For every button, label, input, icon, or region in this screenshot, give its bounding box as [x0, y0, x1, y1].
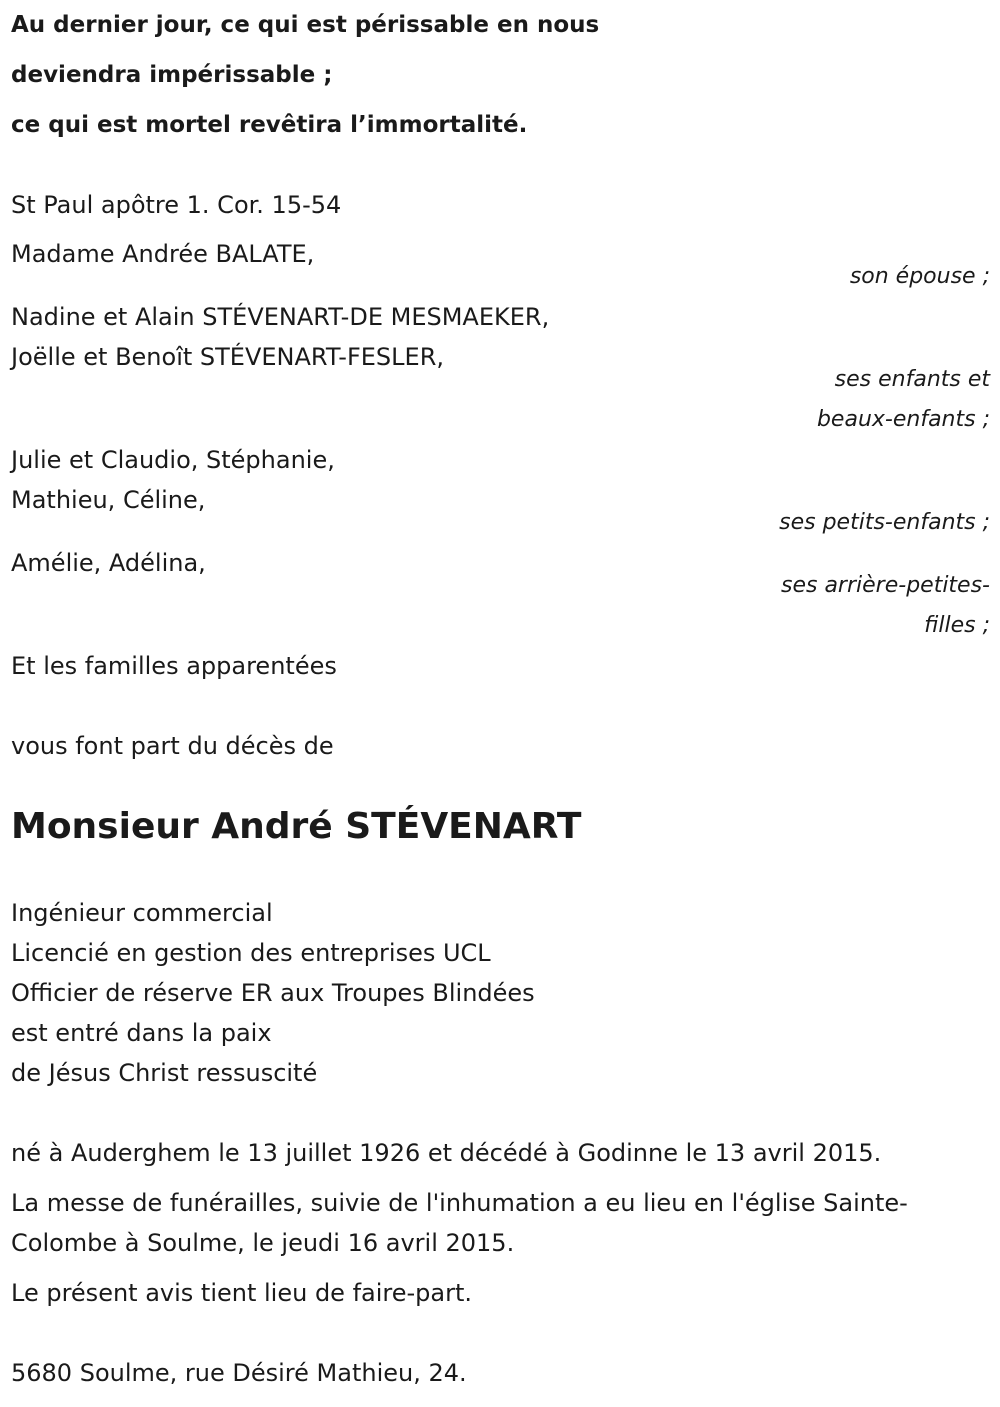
grandchildren-line-1: Julie et Claudio, Stéphanie, — [11, 446, 335, 474]
great-grandchildren-role-2: filles ; — [924, 613, 990, 638]
verse-line-3: ce qui est mortel revêtira l’immortalité. — [11, 112, 528, 138]
bio-line-1: Ingénieur commercial — [11, 899, 273, 927]
verse-source: St Paul apôtre 1. Cor. 15-54 — [11, 191, 342, 219]
address: 5680 Soulme, rue Désiré Mathieu, 24. — [11, 1359, 467, 1387]
verse-line-1: Au dernier jour, ce qui est périssable en nous — [11, 12, 600, 38]
bio-line-3: Officier de réserve ER aux Troupes Blindées — [11, 979, 535, 1007]
spouse-name: Madame Andrée BALATE, — [11, 240, 315, 268]
funeral-line-2: Colombe à Soulme, le jeudi 16 avril 2015. — [11, 1229, 515, 1257]
great-grandchildren: Amélie, Adélina, — [11, 549, 206, 577]
children-role-1: ses enfants et — [834, 367, 990, 392]
deceased-name: Monsieur André STÉVENART — [11, 806, 582, 847]
notice-statement: Le présent avis tient lieu de faire-part. — [11, 1279, 473, 1307]
bio-line-2: Licencié en gestion des entreprises UCL — [11, 939, 491, 967]
related-families: Et les familles apparentées — [11, 652, 337, 680]
spouse-role: son épouse ; — [849, 264, 990, 289]
bio-line-4: est entré dans la paix — [11, 1019, 272, 1047]
children-line-2: Joëlle et Benoît STÉVENART-FESLER, — [11, 343, 444, 371]
funeral-line-1: La messe de funérailles, suivie de l'inhumation a eu lieu en l'église Sainte- — [11, 1189, 908, 1217]
announcement-intro: vous font part du décès de — [11, 732, 334, 760]
children-line-1: Nadine et Alain STÉVENART-DE MESMAEKER, — [11, 303, 550, 331]
grandchildren-line-2: Mathieu, Céline, — [11, 486, 206, 514]
children-role-2: beaux-enfants ; — [816, 407, 990, 432]
great-grandchildren-role-1: ses arrière-petites- — [781, 573, 990, 598]
verse-line-2: deviendra impérissable ; — [11, 62, 333, 88]
birth-death-dates: né à Auderghem le 13 juillet 1926 et décédé à Godinne le 13 avril 2015. — [11, 1139, 882, 1167]
bio-line-5: de Jésus Christ ressuscité — [11, 1059, 318, 1087]
grandchildren-role: ses petits-enfants ; — [779, 510, 990, 535]
